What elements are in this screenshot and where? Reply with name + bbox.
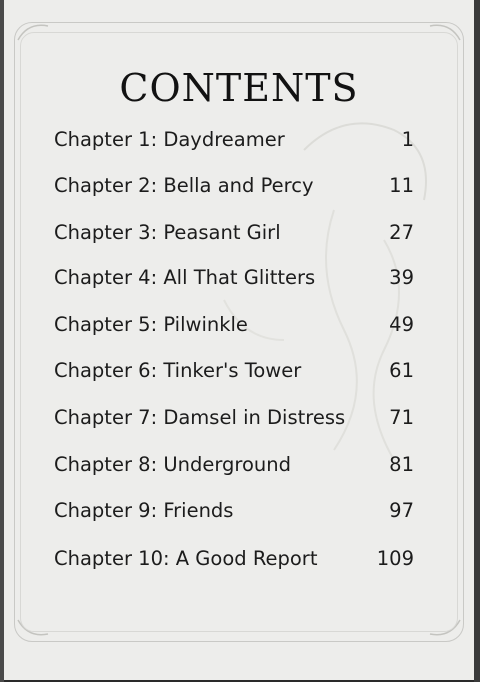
chapter-page-number: 81 — [389, 453, 414, 476]
chapter-page-number: 1 — [401, 128, 414, 151]
toc-entry-4 — [54, 266, 414, 298]
chapter-page-number: 49 — [389, 313, 414, 336]
page-edge-right — [474, 0, 480, 682]
chapter-page-number: 97 — [389, 499, 414, 522]
chapter-title: Chapter 5: Pilwinkle — [54, 313, 248, 336]
contents-heading: CONTENTS — [119, 66, 359, 110]
toc-entry-2 — [54, 174, 414, 206]
chapter-title: Chapter 4: All That Glitters — [54, 266, 316, 289]
table-of-contents — [4, 0, 474, 680]
chapter-page-number: 61 — [389, 359, 414, 382]
chapter-title: Chapter 10: A Good Report — [54, 547, 318, 570]
toc-entry-9 — [54, 499, 414, 531]
toc-entry-10 — [54, 547, 414, 579]
chapter-page-number: 11 — [389, 174, 414, 197]
chapter-title: Chapter 1: Daydreamer — [54, 128, 285, 151]
book-page — [4, 0, 474, 680]
chapter-title: Chapter 6: Tinker's Tower — [54, 359, 302, 382]
chapter-page-number: 27 — [389, 221, 414, 244]
chapter-page-number: 109 — [376, 547, 414, 570]
chapter-title: Chapter 8: Underground — [54, 453, 292, 476]
chapter-title: Chapter 2: Bella and Percy — [54, 174, 314, 197]
chapter-page-number: 71 — [389, 406, 414, 429]
chapter-title: Chapter 9: Friends — [54, 499, 234, 522]
chapter-title: Chapter 7: Damsel in Distress — [54, 406, 346, 429]
chapter-page-number: 39 — [389, 266, 414, 289]
toc-entry-6 — [54, 359, 414, 391]
chapter-title: Chapter 3: Peasant Girl — [54, 221, 281, 244]
toc-entry-3 — [54, 221, 414, 253]
toc-entry-7 — [54, 406, 414, 438]
toc-entry-5 — [54, 313, 414, 345]
toc-entry-1 — [54, 128, 414, 160]
toc-entry-8 — [54, 453, 414, 485]
